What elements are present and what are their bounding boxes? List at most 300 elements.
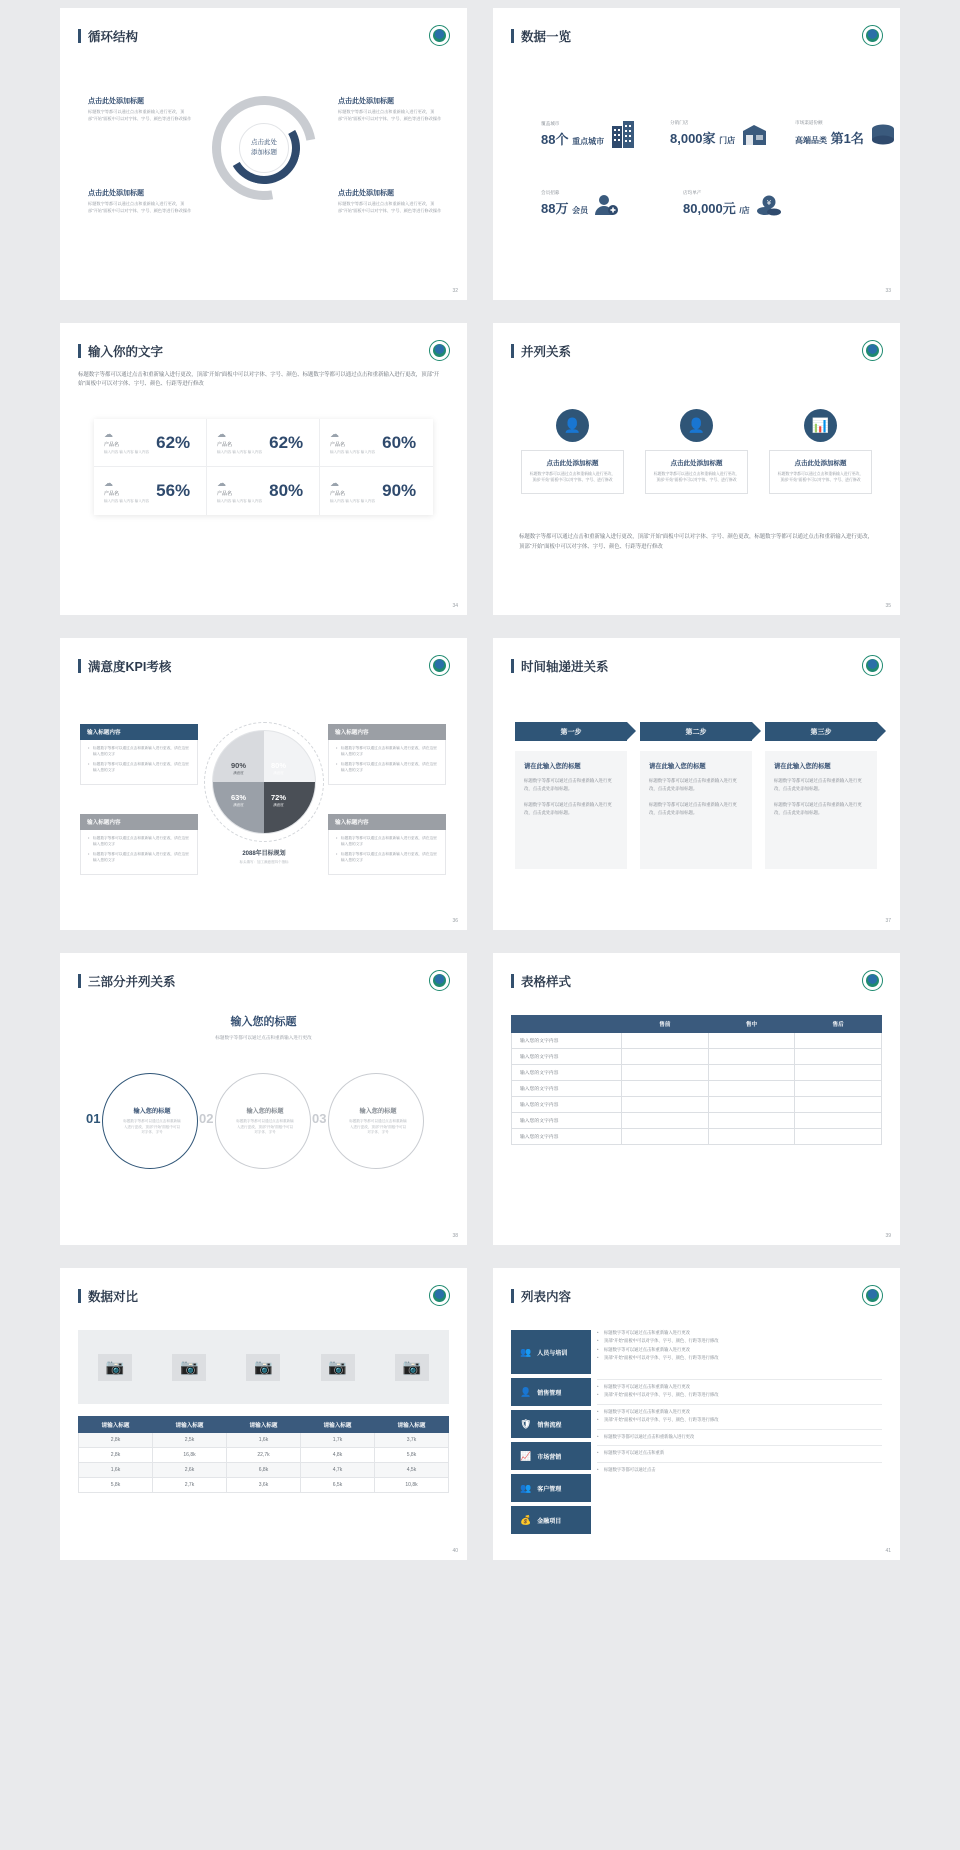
title-accent-bar [511,974,514,988]
svg-text:¥: ¥ [766,199,771,207]
detail-item: • 顶部“开始”面板中可以对字体、字号、颜色、行距等进行修改 [597,1392,882,1398]
table-cell[interactable] [708,1065,795,1081]
page-title-text: 列表内容 [521,1290,572,1304]
table-cell[interactable] [708,1113,795,1129]
table-header-cell [512,1016,622,1033]
table-cell[interactable] [622,1129,709,1145]
parallel-card-2 [645,409,748,494]
intro-paragraph: 标题数字等都可以通过点击和重新输入进行更改，顶部“开始”面板中可以对字体、字号、颜色、标题数字等都可以通过点击和重新输入进行更改，顶部“开始”面板中可以对字体、字号、颜色、行距等进行修改 [78,372,440,388]
table-row [79,1463,449,1478]
stat-unit: 第1名 [830,131,864,146]
stat-market-share [795,120,896,147]
pie-value: 63% [231,793,247,802]
table-cell: 5,8k [375,1448,449,1463]
kpi-box-bottom-left [80,814,198,875]
pie-label-1 [231,761,246,775]
brand-logo [862,340,883,361]
table-cell[interactable] [622,1033,709,1049]
logo-inner [866,974,879,987]
table-cell: 2,5k [153,1433,227,1448]
list-category-people-training[interactable] [511,1330,591,1374]
image-icon[interactable]: 📷 [172,1354,206,1381]
table-cell: 2,8k [79,1448,153,1463]
product-name: 产品名 [330,442,346,448]
stat-text [541,190,588,217]
percentage-cell [320,419,433,467]
circle-number-3: 03 [312,1111,327,1126]
table-cell[interactable] [795,1097,882,1113]
slide-cycle-structure [60,8,467,300]
table-cell: 2,8k [79,1433,153,1448]
page-title [511,27,571,45]
table-cell[interactable] [795,1065,882,1081]
stat-label: 覆盖城市 [541,121,560,126]
title-accent-bar [511,1289,514,1303]
image-icon[interactable]: 📷 [98,1354,132,1381]
product-sub: 输入内容 输入内容 输入内容 [217,498,263,503]
list-detail-marketing [597,1434,882,1440]
center-line-1: 点击此处 [251,139,277,147]
list-category-marketing[interactable] [511,1442,591,1470]
table-cell: 输入您的文字内容 [512,1113,622,1129]
stat-text [670,120,735,147]
slide-number: 35 [885,603,891,609]
table-row [512,1129,882,1145]
page-title-text: 循环结构 [88,30,139,44]
page-title-text: 满意度KPI考核 [88,660,172,674]
table-cell: 1,6k [79,1463,153,1478]
card-body: 标题数字等都可以通过点击和重新输入进行更改，顶部“开始”面板中可以对字体、字号、进行修改 [529,471,616,483]
cloud-icon: ☁ [330,477,339,488]
brand-logo [429,340,450,361]
stat-label: 市场渠道份额 [795,120,823,125]
table-cell: 1,7k [301,1433,375,1448]
kpi-list-item: • 标题数字等都可以通过点击和重新输入进行更改，请在这里输入您的文字 [88,852,190,864]
cycle-body: 标题数字等都可以通过点击和重新输入进行更改，顶部“开始”面板中可以对字体、字号、颜色等进行修改操作 [88,201,192,213]
table-row [79,1433,449,1448]
step-heading: 请在此输入您的标题 [649,763,706,770]
table-row [512,1049,882,1065]
product-sub: 输入内容 输入内容 输入内容 [217,450,263,454]
detail-item: • 顶部“开始”面板中可以对字体、字号、颜色、行距等进行修改 [597,1417,882,1423]
cycle-center-label [239,123,289,173]
table-cell: 6,8k [227,1463,301,1478]
step-paragraph: 标题数字等都可以通过点击和重新输入进行更改，点击此处添加标题。 [649,802,737,816]
list-detail-column [597,1330,882,1478]
pie-label-4 [271,793,286,807]
list-detail-people-training [597,1330,882,1374]
stat-number: 高端品类 [795,136,827,145]
pie-caption: 满意度 [273,771,284,775]
kpi-body [328,740,446,785]
stat-value [670,128,735,147]
table-cell[interactable] [795,1081,882,1097]
product-sub: 输入内容 输入内容 输入内容 [330,450,376,454]
table-row [79,1448,449,1463]
step-paragraph: 标题数字等都可以通过点击和重新输入进行更改，点击此处添加标题。 [649,778,737,791]
stat-number: 88个 [541,132,569,147]
product-name: 产品名 [217,490,233,497]
stat-text [541,121,604,148]
page-title [78,972,176,990]
cloud-icon: ☁ [217,429,226,439]
product-name: 产品名 [217,442,233,448]
slide-number: 38 [452,1233,458,1239]
detail-list [597,1450,882,1456]
page-title-text: 三部分并列关系 [88,975,176,989]
stat-number: 80,000元 [683,201,736,216]
page-title [78,27,138,45]
people-training-icon: 👥 [520,1346,532,1357]
detail-list [597,1384,882,1399]
coins-icon [756,195,782,217]
pie-caption-sub: 标头填写：加工满意度四个指标 [239,860,289,864]
card-box [769,450,872,494]
title-accent-bar [511,659,514,673]
stat-value [541,129,604,148]
category-label: 金融项目 [537,1518,562,1525]
circle-heading: 输入您的标题 [246,1108,284,1116]
image-icon[interactable]: 📷 [395,1354,429,1381]
percentage-cell [94,419,207,467]
logo-inner [433,344,446,357]
table-header-cell: 售前 [622,1016,709,1033]
pie-body [212,730,316,834]
table-cell: 10,8k [375,1478,449,1493]
cloud-icon: ☁ [104,429,113,439]
table-cell[interactable] [708,1049,795,1065]
list-category-customer[interactable] [511,1474,591,1502]
image-icon[interactable]: 📷 [246,1354,280,1381]
table-header-cell: 请输入标题 [375,1417,449,1433]
title-accent-bar [78,974,81,988]
kpi-list [336,746,438,774]
pie-caption-block [200,848,328,865]
chart-icon: 📈 [520,1450,532,1461]
stat-stores [670,120,768,147]
percentage-cell [207,467,320,515]
cell-left [330,430,375,455]
step-arrow-label: 第三步 [765,722,877,741]
kpi-list-item: • 标题数字等都可以通过点击和重新输入进行更改，请在这里输入您的文字 [88,746,190,758]
table-cell: 4,8k [301,1448,375,1463]
cycle-text-top-left [88,96,192,122]
pie-caption: 满意度 [233,803,244,807]
page-title [78,342,163,360]
pie-caption-title: 2088年目标规划 [242,851,286,857]
table-cell[interactable] [795,1129,882,1145]
table-cell: 3,7k [375,1433,449,1448]
cloud-icon: ☁ [217,477,226,488]
center-heading-block [60,1013,467,1041]
user-icon: 👤 [680,409,713,442]
circle-3 [328,1073,424,1169]
brand-logo [429,970,450,991]
style-table [511,1015,882,1145]
slide-number: 32 [452,288,458,294]
table-row [512,1033,882,1049]
product-name: 产品名 [330,490,346,497]
headset-user-icon: 👤 [556,409,589,442]
percentage-value: 62% [269,432,304,452]
customer-icon: 👥 [520,1482,532,1493]
list-category-sales-process[interactable] [511,1410,591,1438]
kpi-body [80,740,198,785]
page-title [511,1287,571,1305]
table-cell[interactable] [622,1097,709,1113]
cycle-heading: 点击此处添加标题 [88,190,144,197]
table-cell[interactable] [708,1033,795,1049]
table-cell[interactable] [795,1113,882,1129]
kpi-list-item: • 标题数字等都可以通过点击和重新输入进行更改，请在这里输入您的文字 [336,836,438,848]
table-cell[interactable] [708,1097,795,1113]
kpi-box-bottom-right [328,814,446,875]
kpi-header: 输入标题内容 [80,724,198,740]
divider [597,1429,882,1430]
brand-logo [429,655,450,676]
cloud-icon: ☁ [330,429,339,439]
kpi-list-item: • 标题数字等都可以通过点击和重新输入进行更改，请在这里输入您的文字 [88,836,190,848]
slide-three-part-parallel [60,953,467,1245]
slide-number: 41 [885,1548,891,1554]
kpi-box-top-right [328,724,446,785]
percentage-value: 62% [156,432,191,452]
slide-table-style [493,953,900,1245]
cycle-heading: 点击此处添加标题 [338,98,394,105]
kpi-body [80,830,198,875]
stat-value [795,128,864,147]
table-cell[interactable] [795,1033,882,1049]
table-cell: 16,8k [153,1448,227,1463]
table-header-cell: 请输入标题 [153,1417,227,1433]
stat-unit: 重点城市 [572,137,605,146]
detail-item: • 标题数字等可以通过点击和重新输入进行更改 [597,1347,882,1353]
cycle-body: 标题数字等都可以通过点击和重新输入进行更改，顶部“开始”面板中可以对字体、字号、颜色等进行修改操作 [338,109,442,121]
kpi-list [336,836,438,864]
percentage-grid [94,419,433,515]
table-row [79,1478,449,1493]
table-body [79,1433,449,1493]
stat-unit: /店 [739,206,750,215]
presentation-icon: 📊 [804,409,837,442]
table-cell: 输入您的文字内容 [512,1049,622,1065]
detail-item: • 标题数字等可以通过点击和重新输入进行更改 [597,1384,882,1390]
detail-list [597,1467,882,1473]
category-label: 市场营销 [537,1454,562,1461]
percentage-cell [94,467,207,515]
stat-label: 店均单产 [683,190,702,195]
logo-inner [433,659,446,672]
page-title-text: 并列关系 [521,345,572,359]
table-row [512,1097,882,1113]
logo-inner [433,974,446,987]
slide-timeline-progression [493,638,900,930]
finance-icon: 💰 [520,1514,532,1525]
table-cell[interactable] [795,1049,882,1065]
stat-text [795,120,864,147]
list-detail-customer [597,1450,882,1456]
detail-item: • 标题数字等可以通过点击和重新 [597,1450,882,1456]
kpi-list-item: • 标题数字等都可以通过点击和重新输入进行更改，请在这里输入您的文字 [336,746,438,758]
page-title-text: 数据对比 [88,1290,139,1304]
cycle-text-bottom-left [88,188,192,214]
table-cell: 1,6k [227,1433,301,1448]
center-subheading: 标题数字等都可以通过点击和重新输入进行更改 [215,1035,312,1040]
divider [597,1379,882,1380]
divider [597,1404,882,1405]
stat-number: 88万 [541,201,569,216]
pie-caption: 满意度 [273,803,284,807]
category-label: 客户管理 [537,1486,562,1493]
title-accent-bar [511,344,514,358]
table-body [512,1033,882,1145]
card-body: 标题数字等都可以通过点击和重新输入进行更改，顶部“开始”面板中可以对字体、字号、进行修改 [777,471,864,483]
table-head [79,1417,449,1433]
kpi-box-top-left [80,724,198,785]
table-cell: 6,5k [301,1478,375,1493]
stat-store-output [683,190,782,217]
product-sub: 输入内容 输入内容 输入内容 [104,498,150,503]
percentage-value: 80% [269,481,304,500]
parallel-card-3 [769,409,872,494]
slide-number: 40 [452,1548,458,1554]
list-detail-sales-manage [597,1384,882,1399]
pie-value: 72% [271,793,287,802]
center-heading: 输入您的标题 [230,1016,297,1028]
step-arrow-label: 第二步 [640,722,752,741]
kpi-list [88,836,190,864]
table-row [512,1081,882,1097]
kpi-header: 输入标题内容 [328,724,446,740]
cycle-body: 标题数字等都可以通过点击和重新输入进行更改，顶部“开始”面板中可以对字体、字号、颜色等进行修改操作 [338,201,442,213]
circle-number-1: 01 [86,1111,101,1126]
table-row [512,1065,882,1081]
circle-heading: 输入您的标题 [359,1108,397,1116]
table-cell[interactable] [708,1081,795,1097]
cell-left [217,479,262,504]
step-paragraph: 标题数字等都可以通过点击和重新输入进行更改，点击此处添加标题。 [774,778,862,791]
slide-number: 33 [885,288,891,294]
table-header-cell: 请输入标题 [301,1417,375,1433]
kpi-pie-chart [212,730,316,834]
circle-2 [215,1073,311,1169]
step-body [515,751,627,869]
stat-text [683,190,750,217]
kpi-list-item: • 标题数字等都可以通过点击和重新输入进行更改，请在这里输入您的文字 [336,762,438,774]
page-title [78,657,171,675]
list-detail-sales-process [597,1409,882,1424]
kpi-header: 输入标题内容 [328,814,446,830]
circle-body: 标题数字等都可以通过点击和重新输入进行更改，顶部“开始”面板中可以对字体、字号 [236,1119,294,1135]
table-cell[interactable] [708,1129,795,1145]
image-placeholder-row [78,1330,449,1404]
slide-list-content [493,1268,900,1560]
detail-list [597,1330,882,1362]
divider [597,1445,882,1446]
card-box [521,450,624,494]
stat-number: 8,000家 [670,131,716,146]
cell-left [104,479,149,504]
pie-label-3 [231,793,246,807]
list-category-column [511,1330,591,1538]
detail-list [597,1434,882,1440]
stat-members [541,190,618,217]
page-title-text: 数据一览 [521,30,572,44]
pie-value: 80% [271,761,287,770]
footer-paragraph: 标题数字等都可以通过点击和重新输入进行更改，顶部“开始”面板中可以对字体、字号、颜色更改，标题数字等都可以通过点击和重新输入进行更改，顶部“开始”面板中可以对字体、字号、颜色、行距等进行修改 [519,534,873,550]
circle-heading: 输入您的标题 [133,1108,171,1116]
percentage-value: 60% [382,432,417,452]
title-accent-bar [511,29,514,43]
slide-number: 37 [885,918,891,924]
timeline-step-2 [640,722,752,869]
page-title-text: 表格样式 [521,975,572,989]
title-accent-bar [78,1289,81,1303]
table-header-cell: 售中 [708,1016,795,1033]
stat-value [683,198,750,217]
percentage-value: 90% [382,481,417,500]
card-heading: 点击此处添加标题 [670,460,723,467]
divider [597,1462,882,1463]
member-icon [594,193,618,217]
circle-body: 标题数字等都可以通过点击和重新输入进行更改，顶部“开始”面板中可以对字体、字号 [349,1119,407,1135]
logo-inner [866,659,879,672]
timeline-step-1 [515,722,627,869]
product-name: 产品名 [104,442,120,448]
cell-left [330,479,375,504]
stat-value [541,198,588,217]
list-category-sales-manage[interactable] [511,1378,591,1406]
logo-inner [433,1289,446,1302]
table-cell: 4,7k [301,1463,375,1478]
parallel-card-1 [521,409,624,494]
stat-label: 会员招募 [541,190,560,195]
slide-data-overview [493,8,900,300]
percentage-cell [207,419,320,467]
table-header-cell: 请输入标题 [79,1417,153,1433]
cell-left [104,430,149,455]
detail-list [597,1409,882,1424]
table-header-cell: 售后 [795,1016,882,1033]
table-cell[interactable] [622,1081,709,1097]
logo-inner [866,1289,879,1302]
kpi-header: 输入标题内容 [80,814,198,830]
cycle-text-top-right [338,96,442,122]
percentage-cell [320,467,433,515]
table-cell[interactable] [622,1049,709,1065]
detail-item: • 标题数字等都可以通过点击和重新输入进行更改 [597,1434,882,1440]
comparison-table [78,1416,449,1493]
table-cell: 3,6k [227,1478,301,1493]
category-label: 销售管理 [537,1390,562,1397]
table-cell[interactable] [622,1113,709,1129]
page-title [511,972,571,990]
page-title [511,342,571,360]
pie-value: 90% [231,761,247,770]
brand-logo [862,25,883,46]
image-icon[interactable]: 📷 [321,1354,355,1381]
stat-unit: 门店 [719,136,736,145]
slide-data-comparison [60,1268,467,1560]
page-title-text: 输入你的文字 [88,345,164,359]
logo-inner [433,29,446,42]
table-cell[interactable] [622,1065,709,1081]
table-header-cell: 请输入标题 [227,1417,301,1433]
pie-caption: 满意度 [233,771,244,775]
title-accent-bar [78,659,81,673]
table-header-row [79,1417,449,1433]
list-category-finance[interactable] [511,1506,591,1534]
